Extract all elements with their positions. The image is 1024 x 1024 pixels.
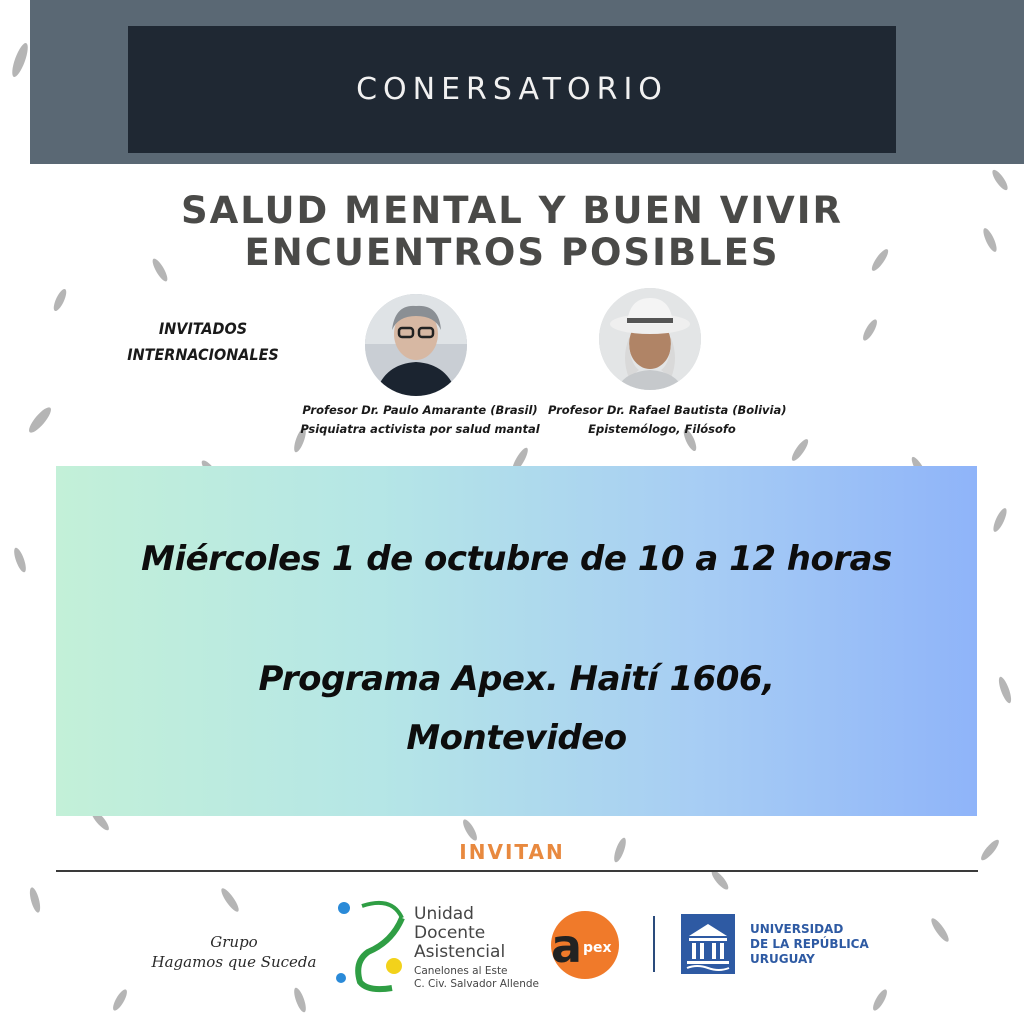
guests-label <box>122 316 284 368</box>
udelar-line-2: DE LA REPÚBLICA <box>750 937 869 951</box>
apex-word: pex <box>583 940 612 956</box>
guest-role: Epistemólogo, Filósofo <box>588 422 736 436</box>
event-date-time: Miércoles 1 de octubre de 10 a 12 horas <box>141 539 892 579</box>
guests-label-line-2: INTERNACIONALES <box>127 345 279 364</box>
group-line-2: Hagamos que Suceda <box>151 953 317 971</box>
headline-line-1: SALUD MENTAL Y BUEN VIVIR <box>180 189 844 232</box>
apex-letter: a <box>551 919 583 973</box>
event-type-title: CONERSATORIO <box>356 72 668 107</box>
event-headline <box>0 190 1024 274</box>
udelar-logo-text <box>750 922 869 967</box>
guest-photo-amarante <box>365 294 467 396</box>
udelar-line-3: URUGUAY <box>750 952 815 966</box>
guests-label-line-1: INVITADOS <box>158 319 248 338</box>
footer-divider <box>56 870 978 872</box>
uda-line-3: Asistencial <box>414 942 506 962</box>
guest-role: Psiquiatra activista por salud mantal <box>300 422 540 436</box>
group-hagamos-que-suceda <box>146 932 322 972</box>
event-venue-line-2: Montevideo <box>406 718 627 758</box>
uda-line-2: Docente <box>414 923 486 943</box>
uda-logo-text <box>414 905 539 991</box>
headline-line-2: ENCUENTROS POSIBLES <box>244 231 780 274</box>
uda-line-4: Canelones al Este <box>414 965 508 977</box>
uda-line-5: C. Civ. Salvador Allende <box>414 978 539 990</box>
guest-caption-bautista <box>548 401 787 439</box>
logo-divider <box>653 916 655 972</box>
event-venue-line-1: Programa Apex. Haití 1606, <box>258 659 775 699</box>
guest-caption-amarante <box>300 401 540 439</box>
udelar-building-icon <box>681 914 735 974</box>
uda-line-1: Unidad <box>414 904 474 924</box>
group-line-1: Grupo <box>210 933 258 951</box>
apex-logo-icon <box>545 910 625 980</box>
title-banner <box>128 26 896 153</box>
organizers-heading: INVITAN <box>459 840 565 864</box>
guest-photo-bautista <box>599 288 701 390</box>
udelar-line-1: UNIVERSIDAD <box>750 922 844 936</box>
guest-name: Profesor Dr. Rafael Bautista (Bolivia) <box>548 403 787 417</box>
uda-logo-icon <box>332 892 414 994</box>
event-details-panel <box>56 466 977 816</box>
guest-name: Profesor Dr. Paulo Amarante (Brasil) <box>302 403 538 417</box>
